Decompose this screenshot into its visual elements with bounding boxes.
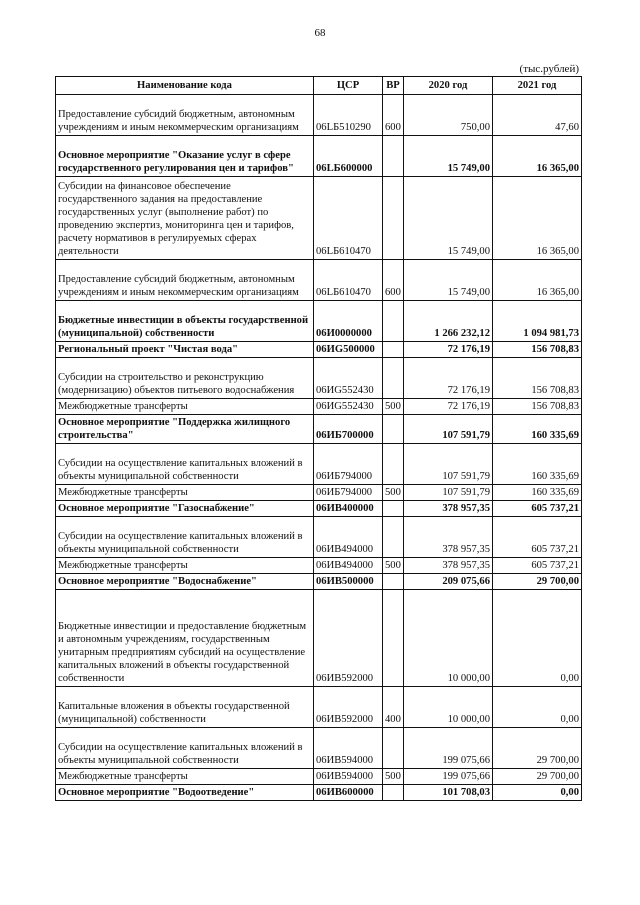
row-2021: 605 737,21 bbox=[493, 517, 582, 558]
row-2020: 15 749,00 bbox=[404, 136, 493, 177]
row-name: Основное мероприятие "Водоснабжение" bbox=[56, 574, 314, 590]
row-name: Капитальные вложения в объекты государственной (муниципальной) собственности bbox=[56, 687, 314, 728]
table-row bbox=[56, 177, 582, 260]
row-csr: 06ИБ794000 bbox=[314, 485, 383, 501]
row-2021: 16 365,00 bbox=[493, 136, 582, 177]
row-vr: 400 bbox=[383, 687, 404, 728]
row-name: Предоставление субсидий бюджетным, автономным учреждениям и иным некоммерческим организациям bbox=[56, 260, 314, 301]
row-name: Межбюджетные трансферты bbox=[56, 558, 314, 574]
table-row bbox=[56, 785, 582, 801]
row-2021: 605 737,21 bbox=[493, 501, 582, 517]
row-2021: 1 094 981,73 bbox=[493, 301, 582, 342]
table-row bbox=[56, 260, 582, 301]
row-2020: 107 591,79 bbox=[404, 444, 493, 485]
row-2020: 10 000,00 bbox=[404, 590, 493, 687]
row-2021: 0,00 bbox=[493, 687, 582, 728]
row-vr bbox=[383, 342, 404, 358]
table-row bbox=[56, 590, 582, 687]
table-row bbox=[56, 501, 582, 517]
row-2020: 750,00 bbox=[404, 95, 493, 136]
header-2021: 2021 год bbox=[493, 77, 582, 95]
header-csr: ЦСР bbox=[314, 77, 383, 95]
row-csr: 06ИВ400000 bbox=[314, 501, 383, 517]
row-vr: 600 bbox=[383, 95, 404, 136]
row-2021: 160 335,69 bbox=[493, 485, 582, 501]
row-name: Региональный проект "Чистая вода" bbox=[56, 342, 314, 358]
row-2021: 156 708,83 bbox=[493, 358, 582, 399]
row-csr: 06ИВ600000 bbox=[314, 785, 383, 801]
row-csr: 06ИВ592000 bbox=[314, 590, 383, 687]
row-2021: 47,60 bbox=[493, 95, 582, 136]
table-row bbox=[56, 399, 582, 415]
row-2021: 605 737,21 bbox=[493, 558, 582, 574]
row-vr bbox=[383, 590, 404, 687]
header-2020: 2020 год bbox=[404, 77, 493, 95]
table-row bbox=[56, 728, 582, 769]
row-csr: 06ИВ594000 bbox=[314, 728, 383, 769]
row-vr: 500 bbox=[383, 485, 404, 501]
row-csr: 06ИВ500000 bbox=[314, 574, 383, 590]
row-2020: 209 075,66 bbox=[404, 574, 493, 590]
header-vr: ВР bbox=[383, 77, 404, 95]
row-vr bbox=[383, 177, 404, 260]
row-csr: 06LБ600000 bbox=[314, 136, 383, 177]
header-row bbox=[56, 77, 582, 95]
row-csr: 06И0000000 bbox=[314, 301, 383, 342]
table-row bbox=[56, 769, 582, 785]
row-vr bbox=[383, 415, 404, 444]
row-2020: 107 591,79 bbox=[404, 415, 493, 444]
row-name: Субсидии на строительство и реконструкцию (модернизацию) объектов питьевого водоснабжения bbox=[56, 358, 314, 399]
table-row bbox=[56, 415, 582, 444]
row-name: Предоставление субсидий бюджетным, автономным учреждениям и иным некоммерческим организациям bbox=[56, 95, 314, 136]
row-vr bbox=[383, 501, 404, 517]
table-row bbox=[56, 558, 582, 574]
row-2020: 15 749,00 bbox=[404, 260, 493, 301]
row-csr: 06ИВ494000 bbox=[314, 558, 383, 574]
row-name: Субсидии на осуществление капитальных вложений в объекты муниципальной собственности bbox=[56, 728, 314, 769]
row-name: Субсидии на осуществление капитальных вложений в объекты муниципальной собственности bbox=[56, 517, 314, 558]
row-csr: 06ИВ592000 bbox=[314, 687, 383, 728]
units-label: (тыс.рублей) bbox=[519, 63, 579, 75]
page-number: 68 bbox=[314, 27, 326, 39]
table-row bbox=[56, 485, 582, 501]
row-2020: 72 176,19 bbox=[404, 358, 493, 399]
row-2020: 378 957,35 bbox=[404, 501, 493, 517]
row-2020: 199 075,66 bbox=[404, 728, 493, 769]
table-row bbox=[56, 687, 582, 728]
table-row bbox=[56, 358, 582, 399]
row-csr: 06ИG552430 bbox=[314, 399, 383, 415]
row-csr: 06ИВ594000 bbox=[314, 769, 383, 785]
row-vr bbox=[383, 728, 404, 769]
row-vr bbox=[383, 358, 404, 399]
table-body bbox=[56, 95, 582, 801]
row-vr: 500 bbox=[383, 399, 404, 415]
row-vr bbox=[383, 785, 404, 801]
row-vr bbox=[383, 301, 404, 342]
row-2020: 378 957,35 bbox=[404, 558, 493, 574]
row-2021: 0,00 bbox=[493, 590, 582, 687]
row-name: Основное мероприятие "Водоотведение" bbox=[56, 785, 314, 801]
row-2021: 160 335,69 bbox=[493, 415, 582, 444]
table-row bbox=[56, 301, 582, 342]
row-name: Субсидии на осуществление капитальных вложений в объекты муниципальной собственности bbox=[56, 444, 314, 485]
row-vr bbox=[383, 136, 404, 177]
row-name: Основное мероприятие "Поддержка жилищного строительства" bbox=[56, 415, 314, 444]
header-name: Наименование кода bbox=[56, 77, 314, 95]
row-2021: 156 708,83 bbox=[493, 342, 582, 358]
budget-table bbox=[55, 76, 582, 801]
table-row bbox=[56, 444, 582, 485]
row-csr: 06ИG552430 bbox=[314, 358, 383, 399]
row-name: Основное мероприятие "Оказание услуг в сфере государственного регулирования цен и тарифов" bbox=[56, 136, 314, 177]
row-csr: 06LБ510290 bbox=[314, 95, 383, 136]
row-2021: 16 365,00 bbox=[493, 260, 582, 301]
row-csr: 06ИБ700000 bbox=[314, 415, 383, 444]
row-vr bbox=[383, 444, 404, 485]
row-2021: 0,00 bbox=[493, 785, 582, 801]
table-row bbox=[56, 574, 582, 590]
row-vr: 500 bbox=[383, 558, 404, 574]
row-2020: 72 176,19 bbox=[404, 342, 493, 358]
row-2021: 29 700,00 bbox=[493, 769, 582, 785]
table-row bbox=[56, 517, 582, 558]
row-csr: 06ИВ494000 bbox=[314, 517, 383, 558]
row-2020: 1 266 232,12 bbox=[404, 301, 493, 342]
row-vr: 600 bbox=[383, 260, 404, 301]
row-csr: 06ИG500000 bbox=[314, 342, 383, 358]
row-name: Бюджетные инвестиции в объекты государственной (муниципальной) собственности bbox=[56, 301, 314, 342]
row-name: Межбюджетные трансферты bbox=[56, 769, 314, 785]
row-name: Субсидии на финансовое обеспечение государственного задания на предоставление государственных услуг (выполнение работ) по проведению экспертиз, мониторинга цен и тарифов, расчету нормативов в регулируемых сферах деятельности bbox=[56, 177, 314, 260]
row-2020: 107 591,79 bbox=[404, 485, 493, 501]
row-csr: 06LБ610470 bbox=[314, 260, 383, 301]
row-vr: 500 bbox=[383, 769, 404, 785]
row-vr bbox=[383, 517, 404, 558]
row-name: Бюджетные инвестиции и предоставление бюджетным и автономным учреждениям, государственным унитарным предприятиям субсидий на осуществление капитальных вложений в объекты государственной собственности bbox=[56, 590, 314, 687]
row-csr: 06ИБ794000 bbox=[314, 444, 383, 485]
row-2020: 199 075,66 bbox=[404, 769, 493, 785]
row-2021: 156 708,83 bbox=[493, 399, 582, 415]
row-name: Основное мероприятие "Газоснабжение" bbox=[56, 501, 314, 517]
row-csr: 06LБ610470 bbox=[314, 177, 383, 260]
row-name: Межбюджетные трансферты bbox=[56, 399, 314, 415]
row-2021: 16 365,00 bbox=[493, 177, 582, 260]
row-2021: 29 700,00 bbox=[493, 574, 582, 590]
row-vr bbox=[383, 574, 404, 590]
row-2020: 72 176,19 bbox=[404, 399, 493, 415]
row-2020: 101 708,03 bbox=[404, 785, 493, 801]
row-2020: 10 000,00 bbox=[404, 687, 493, 728]
row-name: Межбюджетные трансферты bbox=[56, 485, 314, 501]
table-row bbox=[56, 342, 582, 358]
row-2021: 29 700,00 bbox=[493, 728, 582, 769]
row-2020: 15 749,00 bbox=[404, 177, 493, 260]
row-2021: 160 335,69 bbox=[493, 444, 582, 485]
table-row bbox=[56, 136, 582, 177]
row-2020: 378 957,35 bbox=[404, 517, 493, 558]
table-row bbox=[56, 95, 582, 136]
